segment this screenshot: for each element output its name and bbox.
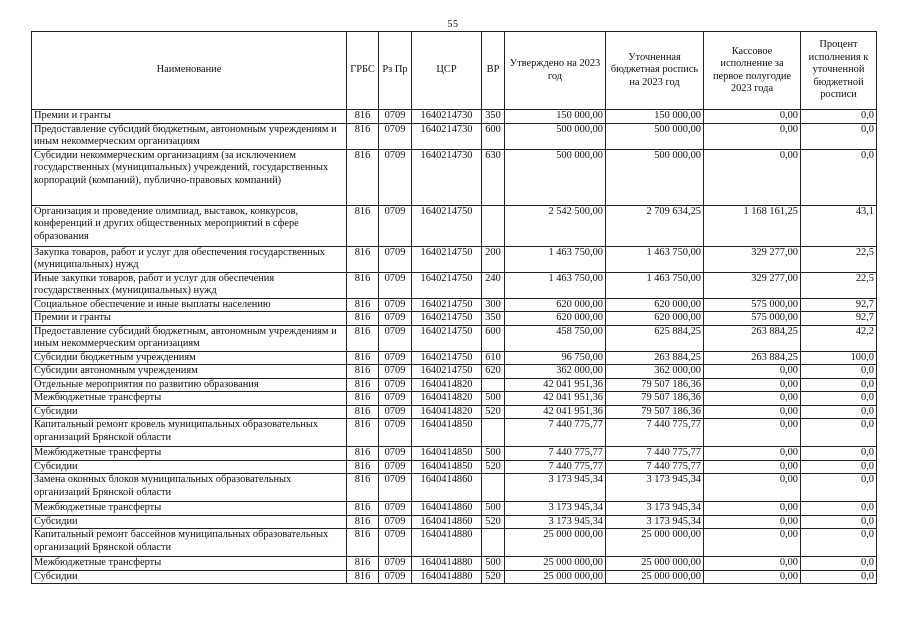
cell-csr: 1640214750 (412, 312, 482, 326)
cell-rz: 0709 (379, 246, 412, 272)
cell-grbs: 816 (347, 529, 379, 557)
cell-rz: 0709 (379, 392, 412, 406)
cell-refined: 625 884,25 (606, 325, 704, 351)
cell-csr: 1640214750 (412, 325, 482, 351)
cell-name: Отдельные мероприятия по развитию образования (32, 378, 347, 392)
cell-refined: 7 440 775,77 (606, 460, 704, 474)
cell-approved: 7 440 775,77 (505, 460, 606, 474)
cell-refined: 3 173 945,34 (606, 515, 704, 529)
cell-percent: 0,0 (801, 365, 877, 379)
cell-percent: 0,0 (801, 378, 877, 392)
table-row (32, 325, 877, 351)
cell-cash: 0,00 (704, 365, 801, 379)
cell-grbs: 816 (347, 149, 379, 205)
table-row (32, 365, 877, 379)
cell-percent: 0,0 (801, 460, 877, 474)
cell-grbs: 816 (347, 502, 379, 516)
cell-csr: 1640414820 (412, 405, 482, 419)
table-row (32, 123, 877, 149)
cell-rz: 0709 (379, 529, 412, 557)
cell-vr: 350 (482, 312, 505, 326)
cell-rz: 0709 (379, 110, 412, 124)
cell-cash: 0,00 (704, 392, 801, 406)
cell-grbs: 816 (347, 110, 379, 124)
cell-vr: 300 (482, 298, 505, 312)
cell-csr: 1640214730 (412, 110, 482, 124)
cell-cash: 0,00 (704, 149, 801, 205)
cell-grbs: 816 (347, 378, 379, 392)
cell-vr: 610 (482, 351, 505, 365)
table-row (32, 419, 877, 447)
cell-approved: 500 000,00 (505, 149, 606, 205)
cell-approved: 3 173 945,34 (505, 515, 606, 529)
cell-cash: 263 884,25 (704, 325, 801, 351)
cell-grbs: 816 (347, 351, 379, 365)
cell-cash: 0,00 (704, 557, 801, 571)
budget-table (31, 31, 877, 584)
cell-refined: 150 000,00 (606, 110, 704, 124)
table-row (32, 149, 877, 205)
cell-grbs: 816 (347, 246, 379, 272)
cell-percent: 92,7 (801, 298, 877, 312)
cell-grbs: 816 (347, 460, 379, 474)
cell-name: Межбюджетные трансферты (32, 557, 347, 571)
table-body (32, 110, 877, 584)
header-csr: ЦСР (412, 32, 482, 110)
cell-cash: 0,00 (704, 378, 801, 392)
cell-grbs: 816 (347, 272, 379, 298)
cell-percent: 0,0 (801, 515, 877, 529)
cell-approved: 25 000 000,00 (505, 529, 606, 557)
cell-csr: 1640414880 (412, 529, 482, 557)
cell-approved: 620 000,00 (505, 312, 606, 326)
table-row (32, 405, 877, 419)
cell-csr: 1640414860 (412, 502, 482, 516)
cell-name: Субсидии (32, 460, 347, 474)
page-number: 55 (447, 19, 459, 30)
cell-approved: 150 000,00 (505, 110, 606, 124)
cell-name: Субсидии бюджетным учреждениям (32, 351, 347, 365)
table-row (32, 351, 877, 365)
cell-csr: 1640214750 (412, 246, 482, 272)
cell-vr: 200 (482, 246, 505, 272)
cell-approved: 500 000,00 (505, 123, 606, 149)
cell-cash: 0,00 (704, 474, 801, 502)
cell-percent: 0,0 (801, 474, 877, 502)
cell-cash: 575 000,00 (704, 298, 801, 312)
cell-rz: 0709 (379, 474, 412, 502)
cell-rz: 0709 (379, 447, 412, 461)
cell-refined: 1 463 750,00 (606, 246, 704, 272)
cell-grbs: 816 (347, 298, 379, 312)
cell-refined: 362 000,00 (606, 365, 704, 379)
cell-refined: 263 884,25 (606, 351, 704, 365)
cell-vr: 630 (482, 149, 505, 205)
table-row (32, 110, 877, 124)
cell-refined: 79 507 186,36 (606, 378, 704, 392)
cell-vr (482, 378, 505, 392)
table-row (32, 272, 877, 298)
cell-refined: 1 463 750,00 (606, 272, 704, 298)
cell-rz: 0709 (379, 515, 412, 529)
cell-percent: 22,5 (801, 246, 877, 272)
cell-cash: 0,00 (704, 419, 801, 447)
cell-approved: 3 173 945,34 (505, 474, 606, 502)
cell-refined: 500 000,00 (606, 123, 704, 149)
cell-percent: 0,0 (801, 447, 877, 461)
cell-rz: 0709 (379, 570, 412, 584)
header-name: Наименование (32, 32, 347, 110)
cell-name: Субсидии (32, 570, 347, 584)
cell-cash: 1 168 161,25 (704, 205, 801, 246)
cell-name: Премии и гранты (32, 110, 347, 124)
cell-vr (482, 205, 505, 246)
cell-percent: 43,1 (801, 205, 877, 246)
cell-approved: 7 440 775,77 (505, 419, 606, 447)
cell-percent: 0,0 (801, 110, 877, 124)
cell-name: Иные закупки товаров, работ и услуг для обеспечения государственных (муниципальных) нужд (32, 272, 347, 298)
cell-grbs: 816 (347, 405, 379, 419)
cell-refined: 79 507 186,36 (606, 405, 704, 419)
cell-name: Субсидии (32, 405, 347, 419)
cell-refined: 25 000 000,00 (606, 557, 704, 571)
cell-vr: 620 (482, 365, 505, 379)
cell-grbs: 816 (347, 205, 379, 246)
cell-percent: 92,7 (801, 312, 877, 326)
cell-percent: 22,5 (801, 272, 877, 298)
cell-csr: 1640214730 (412, 149, 482, 205)
cell-vr: 520 (482, 515, 505, 529)
cell-csr: 1640414850 (412, 419, 482, 447)
table-row (32, 312, 877, 326)
cell-name: Предоставление субсидий бюджетным, автономным учреждениям и иным некоммерческим организациям (32, 325, 347, 351)
cell-name: Субсидии автономным учреждениям (32, 365, 347, 379)
cell-grbs: 816 (347, 325, 379, 351)
cell-approved: 25 000 000,00 (505, 570, 606, 584)
cell-refined: 620 000,00 (606, 312, 704, 326)
cell-name: Закупка товаров, работ и услуг для обеспечения государственных (муниципальных) нужд (32, 246, 347, 272)
cell-percent: 0,0 (801, 392, 877, 406)
cell-vr: 350 (482, 110, 505, 124)
cell-rz: 0709 (379, 123, 412, 149)
cell-refined: 3 173 945,34 (606, 474, 704, 502)
cell-cash: 0,00 (704, 529, 801, 557)
cell-vr (482, 529, 505, 557)
cell-rz: 0709 (379, 205, 412, 246)
table-row (32, 246, 877, 272)
cell-cash: 0,00 (704, 110, 801, 124)
cell-name: Премии и гранты (32, 312, 347, 326)
cell-percent: 0,0 (801, 529, 877, 557)
cell-approved: 458 750,00 (505, 325, 606, 351)
cell-vr: 600 (482, 325, 505, 351)
cell-grbs: 816 (347, 419, 379, 447)
table-row (32, 447, 877, 461)
table-row (32, 378, 877, 392)
cell-csr: 1640214750 (412, 351, 482, 365)
cell-cash: 575 000,00 (704, 312, 801, 326)
cell-name: Субсидии (32, 515, 347, 529)
table-header-row (32, 32, 877, 110)
cell-name: Капитальный ремонт кровель муниципальных образовательных организаций Брянской области (32, 419, 347, 447)
cell-approved: 362 000,00 (505, 365, 606, 379)
cell-rz: 0709 (379, 502, 412, 516)
cell-csr: 1640414850 (412, 447, 482, 461)
cell-rz: 0709 (379, 149, 412, 205)
cell-rz: 0709 (379, 405, 412, 419)
cell-vr: 240 (482, 272, 505, 298)
cell-cash: 0,00 (704, 502, 801, 516)
cell-percent: 42,2 (801, 325, 877, 351)
cell-cash: 0,00 (704, 123, 801, 149)
cell-cash: 0,00 (704, 405, 801, 419)
cell-csr: 1640414860 (412, 515, 482, 529)
cell-percent: 0,0 (801, 570, 877, 584)
cell-vr: 500 (482, 447, 505, 461)
cell-approved: 1 463 750,00 (505, 272, 606, 298)
header-refined: Уточненная бюджетная роспись на 2023 год (606, 32, 704, 110)
cell-vr: 520 (482, 460, 505, 474)
cell-grbs: 816 (347, 570, 379, 584)
cell-approved: 42 041 951,36 (505, 378, 606, 392)
cell-approved: 1 463 750,00 (505, 246, 606, 272)
cell-rz: 0709 (379, 378, 412, 392)
table-row (32, 392, 877, 406)
cell-rz: 0709 (379, 460, 412, 474)
cell-rz: 0709 (379, 557, 412, 571)
cell-refined: 79 507 186,36 (606, 392, 704, 406)
cell-grbs: 816 (347, 474, 379, 502)
cell-name: Предоставление субсидий бюджетным, автономным учреждениям и иным некоммерческим организациям (32, 123, 347, 149)
cell-name: Замена оконных блоков муниципальных образовательных организаций Брянской области (32, 474, 347, 502)
cell-approved: 7 440 775,77 (505, 447, 606, 461)
header-percent: Процент исполнения к уточненной бюджетной росписи (801, 32, 877, 110)
cell-refined: 7 440 775,77 (606, 419, 704, 447)
table-row (32, 529, 877, 557)
cell-refined: 25 000 000,00 (606, 529, 704, 557)
header-vr: ВР (482, 32, 505, 110)
cell-vr: 520 (482, 570, 505, 584)
cell-csr: 1640414880 (412, 570, 482, 584)
cell-approved: 25 000 000,00 (505, 557, 606, 571)
cell-percent: 0,0 (801, 123, 877, 149)
cell-refined: 620 000,00 (606, 298, 704, 312)
cell-csr: 1640414860 (412, 474, 482, 502)
cell-csr: 1640414820 (412, 378, 482, 392)
cell-vr (482, 474, 505, 502)
cell-csr: 1640214750 (412, 205, 482, 246)
cell-cash: 329 277,00 (704, 272, 801, 298)
cell-approved: 2 542 500,00 (505, 205, 606, 246)
cell-grbs: 816 (347, 447, 379, 461)
cell-grbs: 816 (347, 365, 379, 379)
cell-approved: 42 041 951,36 (505, 405, 606, 419)
cell-csr: 1640214750 (412, 298, 482, 312)
cell-csr: 1640414820 (412, 392, 482, 406)
cell-refined: 3 173 945,34 (606, 502, 704, 516)
cell-approved: 96 750,00 (505, 351, 606, 365)
cell-cash: 329 277,00 (704, 246, 801, 272)
table-row (32, 515, 877, 529)
table-row (32, 502, 877, 516)
cell-cash: 0,00 (704, 460, 801, 474)
cell-percent: 0,0 (801, 419, 877, 447)
cell-refined: 2 709 634,25 (606, 205, 704, 246)
cell-vr: 500 (482, 557, 505, 571)
cell-csr: 1640214750 (412, 272, 482, 298)
cell-cash: 0,00 (704, 570, 801, 584)
table-row (32, 474, 877, 502)
cell-rz: 0709 (379, 312, 412, 326)
table-row (32, 557, 877, 571)
cell-vr: 520 (482, 405, 505, 419)
cell-cash: 263 884,25 (704, 351, 801, 365)
cell-name: Организация и проведение олимпиад, выставок, конкурсов, конференций и других общественных мероприятий в сфере образования (32, 205, 347, 246)
cell-refined: 25 000 000,00 (606, 570, 704, 584)
cell-name: Субсидии некоммерческим организациям (за исключением государственных (муниципальных) учреждений, государственных корпораций (компаний), публично-правовых компаний) (32, 149, 347, 205)
table-row (32, 205, 877, 246)
cell-rz: 0709 (379, 419, 412, 447)
table-row (32, 298, 877, 312)
cell-name: Межбюджетные трансферты (32, 502, 347, 516)
cell-rz: 0709 (379, 298, 412, 312)
cell-vr: 500 (482, 392, 505, 406)
cell-approved: 620 000,00 (505, 298, 606, 312)
cell-vr: 600 (482, 123, 505, 149)
cell-vr: 500 (482, 502, 505, 516)
header-rz: Рз Пр (379, 32, 412, 110)
cell-grbs: 816 (347, 123, 379, 149)
cell-name: Социальное обеспечение и иные выплаты населению (32, 298, 347, 312)
cell-csr: 1640214730 (412, 123, 482, 149)
cell-rz: 0709 (379, 365, 412, 379)
cell-vr (482, 419, 505, 447)
cell-percent: 0,0 (801, 502, 877, 516)
cell-name: Межбюджетные трансферты (32, 392, 347, 406)
cell-rz: 0709 (379, 351, 412, 365)
table-row (32, 570, 877, 584)
cell-percent: 100,0 (801, 351, 877, 365)
cell-grbs: 816 (347, 312, 379, 326)
cell-csr: 1640414850 (412, 460, 482, 474)
header-cash: Кассовое исполнение за первое полугодие 2023 года (704, 32, 801, 110)
cell-csr: 1640214750 (412, 365, 482, 379)
cell-percent: 0,0 (801, 557, 877, 571)
cell-approved: 42 041 951,36 (505, 392, 606, 406)
cell-grbs: 816 (347, 392, 379, 406)
table-row (32, 460, 877, 474)
cell-cash: 0,00 (704, 447, 801, 461)
header-approved: Утверждено на 2023 год (505, 32, 606, 110)
cell-percent: 0,0 (801, 149, 877, 205)
cell-refined: 7 440 775,77 (606, 447, 704, 461)
cell-grbs: 816 (347, 557, 379, 571)
cell-refined: 500 000,00 (606, 149, 704, 205)
cell-csr: 1640414880 (412, 557, 482, 571)
cell-name: Межбюджетные трансферты (32, 447, 347, 461)
cell-rz: 0709 (379, 325, 412, 351)
header-grbs: ГРБС (347, 32, 379, 110)
cell-cash: 0,00 (704, 515, 801, 529)
cell-grbs: 816 (347, 515, 379, 529)
cell-rz: 0709 (379, 272, 412, 298)
cell-name: Капитальный ремонт бассейнов муниципальных образовательных организаций Брянской области (32, 529, 347, 557)
cell-percent: 0,0 (801, 405, 877, 419)
cell-approved: 3 173 945,34 (505, 502, 606, 516)
